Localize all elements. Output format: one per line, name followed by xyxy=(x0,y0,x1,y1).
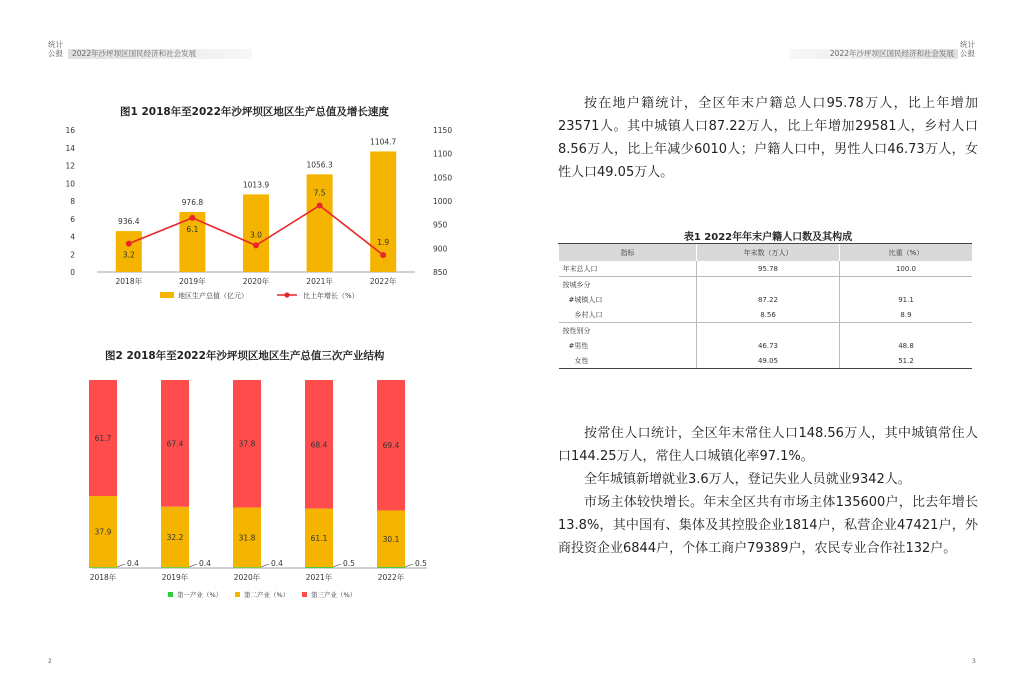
growth-label: 3.0 xyxy=(250,230,262,240)
x-tick-label: 2022年 xyxy=(369,277,397,286)
y-right-tick-label: 1150 xyxy=(433,126,453,135)
legend-label: 第二产业（%） xyxy=(244,591,290,599)
segment-label: 30.1 xyxy=(382,534,400,544)
table-cell: 乡村人口 xyxy=(574,310,603,319)
table-header: 比重（%） xyxy=(840,244,973,262)
y-left-tick-label: 2 xyxy=(70,250,75,260)
header-tag: 统计公报 xyxy=(960,40,975,58)
header-title: 2022年沙坪坝区国民经济和社会发展 xyxy=(790,49,958,59)
growth-label: 3.2 xyxy=(122,250,135,260)
y-right-tick-label: 1000 xyxy=(433,197,453,206)
table-cell: 女性 xyxy=(559,353,697,369)
gdp-bar-label: 936.4 xyxy=(118,217,140,227)
gdp-bar-label: 976.8 xyxy=(181,197,204,207)
table-cell: 按性别分 xyxy=(559,323,697,339)
stacked-segment-1 xyxy=(89,567,117,568)
legend-swatch xyxy=(235,592,240,597)
y-left-tick-label: 4 xyxy=(70,232,75,242)
table-cell: 8.9 xyxy=(840,307,973,323)
legend-label-growth: 比上年增长（%） xyxy=(303,292,359,300)
table-row xyxy=(559,338,973,353)
stacked-segment-1 xyxy=(377,567,405,568)
table-row xyxy=(559,307,973,323)
segment-label: 67.4 xyxy=(166,439,184,449)
y-left-tick-label: 8 xyxy=(70,197,75,206)
leader-line xyxy=(405,564,413,567)
table-row xyxy=(559,261,973,277)
table-cell: 48.8 xyxy=(840,338,973,353)
growth-point xyxy=(317,202,323,208)
gdp-bar-label: 1056.3 xyxy=(306,160,333,170)
table-cell: 87.22 xyxy=(697,292,840,307)
paragraph-household-population: 按在地户籍统计，全区年末户籍总人口95.78万人，比上年增加23571人。其中城镇人口87.22万人，比上年增加29581人，乡村人口8.56万人，比上年减少6010人；户籍人口中，男性人口46.73万人，女性人口49.05万人。 xyxy=(558,96,978,180)
table-row xyxy=(559,353,973,369)
y-right-tick-label: 850 xyxy=(433,268,448,277)
x-tick-label: 2018年 xyxy=(89,573,117,582)
x-tick-label: 2022年 xyxy=(377,573,405,582)
figure2-title: 图2 2018年至2022年沙坪坝区地区生产总值三次产业结构 xyxy=(105,350,385,362)
x-tick-label: 2021年 xyxy=(306,277,333,286)
table-header: 指标 xyxy=(559,244,697,262)
segment-label: 0.5 xyxy=(415,559,427,568)
gdp-bar-label: 1013.9 xyxy=(242,180,270,190)
x-tick-label: 2020年 xyxy=(233,573,261,582)
legend-label-gdp: 地区生产总值（亿元） xyxy=(178,292,248,300)
table-cell: 年末总人口 xyxy=(562,264,598,273)
segment-label: 0.5 xyxy=(343,559,355,568)
x-tick-label: 2019年 xyxy=(161,573,189,582)
figure1-title: 图1 2018年至2022年沙坪坝区地区生产总值及增长速度 xyxy=(120,106,389,118)
y-right-tick-label: 1050 xyxy=(433,173,453,183)
segment-label: 31.8 xyxy=(238,533,256,543)
table-cell xyxy=(697,323,840,339)
paragraph-employment: 全年城镇新增就业3.6万人，登记失业人员就业9342人。 xyxy=(584,472,911,487)
table-title: 表1 2022年年末户籍人口数及其构成 xyxy=(683,232,853,243)
segment-label: 61.7 xyxy=(94,433,112,443)
gdp-bar-label: 1104.7 xyxy=(370,137,397,147)
table-cell: 100.0 xyxy=(840,261,973,277)
page-number-left: 2 xyxy=(48,658,52,665)
table-cell: 91.1 xyxy=(840,292,973,307)
paragraph-market-entities: 市场主体较快增长。年末全区共有市场主体135600户，比去年增长13.8%，其中国有、集体及其控股企业1814户，私营企业47421户，外商投资企业6844户，个体工商户79389户，农民专业合作社132户。 xyxy=(558,495,978,556)
segment-label: 0.4 xyxy=(199,559,211,568)
leader-line xyxy=(261,564,269,567)
header-title: 2022年沙坪坝区国民经济和社会发展 xyxy=(68,49,252,59)
leader-line xyxy=(333,564,341,567)
legend-label: 第三产业（%） xyxy=(311,591,357,599)
left-page-header xyxy=(48,40,248,58)
segment-label: 68.4 xyxy=(310,440,328,450)
legend-swatch xyxy=(302,592,307,597)
figure1-chart xyxy=(55,122,465,307)
legend-label: 第一产业（%） xyxy=(177,591,223,599)
segment-label: 32.2 xyxy=(166,532,184,542)
stacked-segment-1 xyxy=(233,567,261,568)
table-cell xyxy=(697,277,840,293)
segment-label: 37.9 xyxy=(94,527,112,537)
growth-point xyxy=(380,252,386,258)
x-tick-label: 2021年 xyxy=(305,573,333,582)
growth-point xyxy=(126,241,132,247)
legend-swatch xyxy=(168,592,173,597)
page-number-right: 3 xyxy=(972,658,976,665)
x-tick-label: 2019年 xyxy=(179,277,206,286)
growth-label: 6.1 xyxy=(186,224,199,234)
table-row xyxy=(559,292,973,307)
y-left-tick-label: 14 xyxy=(65,143,75,153)
table-cell xyxy=(840,323,973,339)
table-cell: 49.05 xyxy=(697,353,840,369)
table-cell xyxy=(840,277,973,293)
header-tag: 统计公报 xyxy=(48,40,63,58)
y-left-tick-label: 12 xyxy=(65,161,75,171)
table-row xyxy=(559,277,973,293)
figure2-chart xyxy=(55,372,465,607)
leader-line xyxy=(117,564,125,567)
table-cell: 95.78 xyxy=(697,261,840,277)
segment-label: 0.4 xyxy=(271,559,283,568)
table-cell: 46.73 xyxy=(697,338,840,353)
paragraph-resident-population: 按常住人口统计，全区年末常住人口148.56万人，其中城镇常住人口144.25万人，常住人口城镇化率97.1%。 xyxy=(558,426,978,464)
table-cell: 51.2 xyxy=(840,353,973,369)
segment-label: 69.4 xyxy=(382,441,400,451)
table-cell: 按城乡分 xyxy=(559,277,697,293)
y-right-tick-label: 1100 xyxy=(433,149,453,159)
x-tick-label: 2020年 xyxy=(242,277,270,286)
y-left-tick-label: 10 xyxy=(65,179,75,189)
growth-point xyxy=(189,215,195,221)
population-table xyxy=(558,243,972,369)
y-left-tick-label: 0 xyxy=(70,268,75,277)
segment-label: 37.8 xyxy=(238,439,256,449)
y-right-tick-label: 950 xyxy=(433,220,448,230)
segment-label: 0.4 xyxy=(127,559,139,568)
table-cell: 8.56 xyxy=(697,307,840,323)
legend-swatch-gdp xyxy=(160,292,174,298)
stacked-segment-1 xyxy=(305,567,333,568)
growth-point xyxy=(253,242,259,248)
stacked-segment-1 xyxy=(161,567,189,568)
legend-marker-growth xyxy=(284,292,289,297)
segment-label: 61.1 xyxy=(310,533,328,543)
y-left-tick-label: 6 xyxy=(70,214,75,224)
y-left-tick-label: 16 xyxy=(65,126,75,135)
y-right-tick-label: 900 xyxy=(433,244,448,254)
table-cell: #城镇人口 xyxy=(568,295,603,304)
table-cell: #男性 xyxy=(568,341,589,350)
leader-line xyxy=(189,564,197,567)
x-tick-label: 2018年 xyxy=(115,277,143,286)
growth-label: 7.5 xyxy=(313,188,326,198)
table-row xyxy=(559,323,973,339)
table-header: 年末数（万人） xyxy=(697,244,840,262)
growth-label: 1.9 xyxy=(377,238,390,248)
